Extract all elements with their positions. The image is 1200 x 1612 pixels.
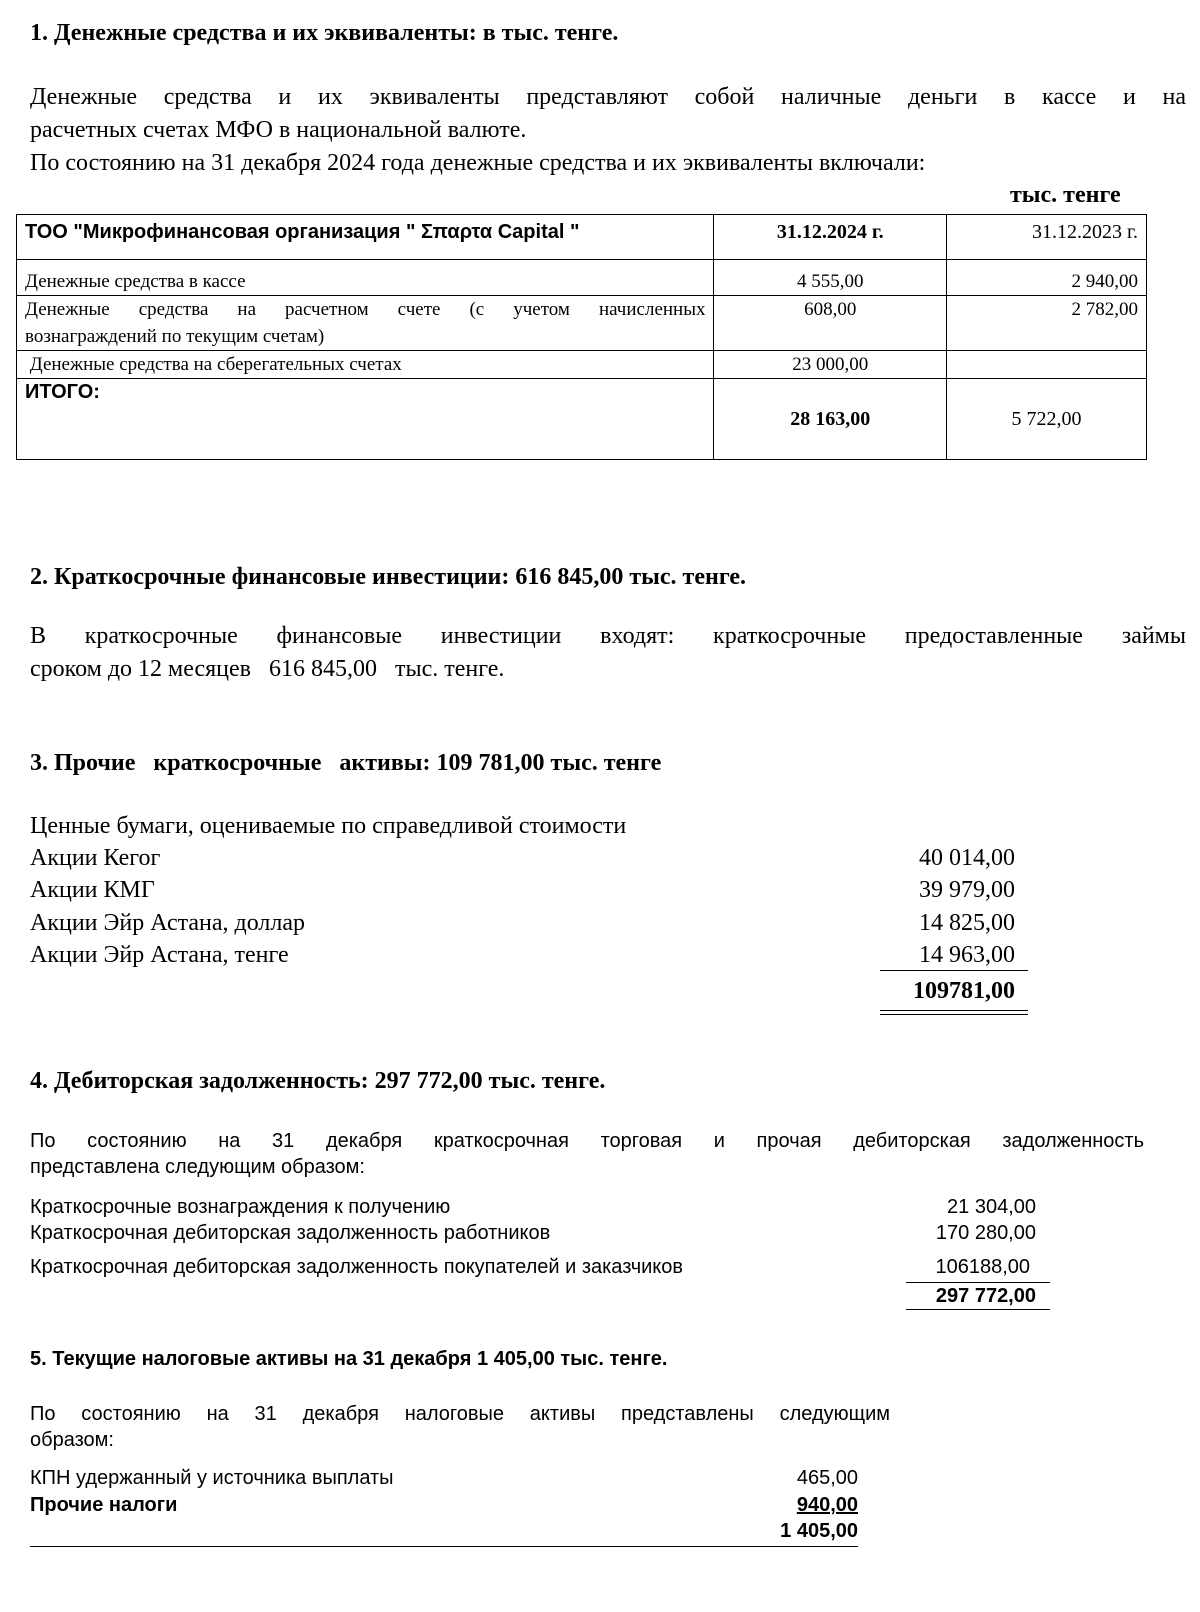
section-4-title: 4. Дебиторская задолженность: 297 772,00 тыс. тенге.: [30, 1068, 606, 1094]
row-label: [17, 296, 714, 351]
row-label-line: Денежные средства на расчетном счете (с учетом начисленных: [25, 299, 706, 320]
section-4-paragraph-line: представлена следующим образом:: [30, 1156, 365, 1178]
list-item-label: Акции КМГ: [30, 877, 155, 903]
row-value-2023: [946, 351, 1146, 379]
list-item-value: 40 014,00: [919, 845, 1015, 871]
bottom-rule: [30, 1546, 858, 1547]
section-1-paragraph: По состоянию на 31 декабря 2024 года денежные средства и их эквиваленты включали:: [30, 150, 926, 176]
section-3-total: 109781,00: [913, 978, 1015, 1004]
table-row: [17, 296, 1147, 351]
currency-unit-label: тыс. тенге: [1010, 182, 1121, 208]
table-row: [17, 268, 1147, 296]
row-value-2024: 4 555,00: [714, 268, 946, 296]
list-item-label: КПН удержанный у источника выплаты: [30, 1467, 394, 1489]
cash-equivalents-table: [16, 214, 1147, 460]
section-2-title: 2. Краткосрочные финансовые инвестиции: 616 845,00 тыс. тенге.: [30, 564, 747, 590]
section-5-title: 5. Текущие налоговые активы на 31 декабря 1 405,00 тыс. тенге.: [30, 1348, 668, 1370]
table-total-row: [17, 379, 1147, 460]
total-label: ИТОГО:: [17, 379, 714, 460]
double-underline: [880, 1010, 1028, 1015]
section-2-paragraph-line: В краткосрочные финансовые инвестиции входят: краткосрочные предоставленные займы: [30, 623, 1186, 649]
list-item-label: Краткосрочная дебиторская задолженность покупателей и заказчиков: [30, 1256, 684, 1278]
list-item-label: Акции Эйр Астана, тенге: [30, 942, 289, 968]
section-2-paragraph-line: сроком до 12 месяцев 616 845,00 тыс. тенге.: [30, 656, 505, 682]
list-item-value: 14 825,00: [919, 910, 1015, 936]
list-item-value: 940,00: [796, 1494, 858, 1516]
table-row: [17, 351, 1147, 379]
list-item-value: 14 963,00: [919, 942, 1015, 968]
section-4-total: 297 772,00: [935, 1285, 1036, 1307]
total-value-2023: 5 722,00: [946, 379, 1146, 460]
row-label-line: вознаграждений по текущим счетам): [25, 326, 325, 347]
row-label: Денежные средства в кассе: [17, 268, 714, 296]
section-1-paragraph-line: расчетных счетах МФО в национальной валюте.: [30, 117, 527, 143]
total-underline: [906, 1309, 1050, 1310]
securities-subtitle: Ценные бумаги, оцениваемые по справедливой стоимости: [30, 813, 627, 839]
list-item-value: 106188,00: [935, 1256, 1030, 1278]
section-5-total: 1 405,00: [780, 1520, 858, 1542]
date-2024-header: 31.12.2024 г.: [714, 215, 946, 260]
row-value-2023: 2 782,00: [946, 296, 1146, 351]
sum-rule: [880, 970, 1028, 971]
section-5-paragraph-line: По состоянию на 31 декабря налоговые активы представлены следующим: [30, 1403, 890, 1425]
row-value-2024: 608,00: [714, 296, 946, 351]
list-item-value: 465,00: [796, 1467, 858, 1489]
list-item-label: Акции Кегог: [30, 845, 161, 871]
row-value-2024: 23 000,00: [714, 351, 946, 379]
table-header-row: [17, 215, 1147, 260]
row-label: Денежные средства на сберегательных счетах: [17, 351, 714, 379]
date-2023-header: 31.12.2023 г.: [946, 215, 1146, 260]
list-item-label: Краткосрочные вознаграждения к получению: [30, 1196, 451, 1218]
row-value-2023: 2 940,00: [946, 268, 1146, 296]
section-1-paragraph-line: Денежные средства и их эквиваленты представляют собой наличные деньги в кассе и на: [30, 84, 1186, 110]
section-4-paragraph-line: По состоянию на 31 декабря краткосрочная торговая и прочая дебиторская задолженность: [30, 1130, 1144, 1152]
total-value-2024: 28 163,00: [714, 379, 946, 460]
section-1-title: 1. Денежные средства и их эквиваленты: в тыс. тенге.: [30, 20, 619, 46]
list-item-label: Прочие налоги: [30, 1494, 178, 1516]
list-item-value: 170 280,00: [935, 1222, 1036, 1244]
sum-rule: [906, 1282, 1050, 1283]
list-item-label: Акции Эйр Астана, доллар: [30, 910, 306, 936]
list-item-value: 39 979,00: [919, 877, 1015, 903]
list-item-label: Краткосрочная дебиторская задолженность работников: [30, 1222, 551, 1244]
section-5-paragraph-line: образом:: [30, 1429, 114, 1451]
list-item-value: 21 304,00: [947, 1196, 1036, 1218]
section-3-title: 3. Прочие краткосрочные активы: 109 781,00 тыс. тенге: [30, 750, 662, 776]
org-name-header: ТОО "Микрофинансовая организация " Σπαρτα Capital ": [17, 215, 714, 260]
